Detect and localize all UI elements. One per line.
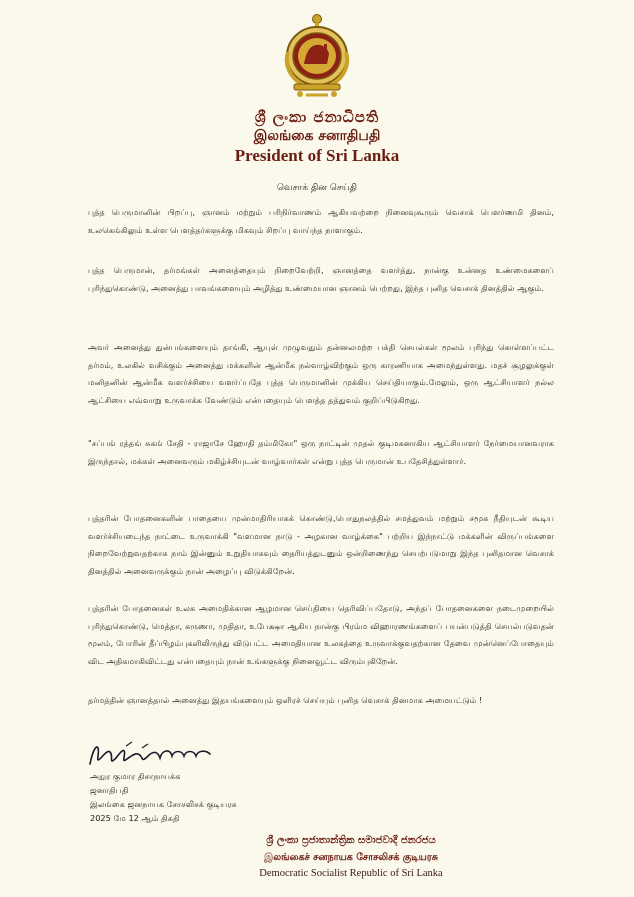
handwritten-signature-icon bbox=[86, 738, 216, 772]
footer-english: Democratic Socialist Republic of Sri Lanka bbox=[259, 868, 443, 879]
signer-name: அநுர குமார திசாநாயக்க bbox=[90, 771, 181, 781]
paragraph-6: புத்தரின் போதனைகள் உலக அமைதிக்கான ஆழமான செய்தியை தெரிவிப்பதோடு, அந்தப் போதனைகளை நடைமுறையில் புரிந்துகொண்டு, மெத்தா, கருணா, முதிதா, உபேக்ஷா ஆகிய நான்கு பிரம்ம விஹாரணங்களைப் பயன்படுத்தி செயல்படுவதன் மூலம், போரின் தீப்பிழம்புகளிலிருந்து விடுபட்ட அமைதியான உலகத்தை உருவாக்குவதற்கான தேவை முன்னெப்போதையும் விட அதிகமாகிவிட்டது என்பதையும் நான் உங்களுக்கு நினைவூட்ட விரும்புகிறேன். bbox=[88, 603, 554, 666]
header-english: President of Sri Lanka bbox=[234, 146, 400, 165]
signer-government: இலங்கை ஜனநாயக சோசலிசக் குடியரசு bbox=[90, 799, 237, 809]
paragraph-4: "சப்பங் ரத்தங் சுகங் சேதி - ராஜாசே ஹோதி தம்மிகோ" ஒரு நாட்டின் முதல் குடிமகனாகிய ஆட்சியாளர் நேர்மையானவராக இருந்தால், மக்கள் அனைவரும் மகிழ்ச்சியுடன் வாழ்வார்கள் என்று புத்த பெருமான் உபதேசித்துள்ளார். bbox=[88, 438, 554, 466]
header-tamil: இலங்கை சனாதிபதி bbox=[253, 128, 381, 144]
paragraph-3: அவர் அனைத்து துன்பங்களையும் தாங்கி, ஆயுள் முழுவதும் தன்னலமற்ற பக்தி செயல்கள் மூலம் புரிந்து கொள்ளப்பட்ட தர்மம், உலகில் வசிக்கும் அனைத்து மக்களின் ஆன்மீக நல்வாழ்விற்கும் ஒரு காரணியாக அமைந்துள்ளது. மதச் சூழலுக்குள் மனிதனின் ஆன்மீக வளர்ச்சியை வளர்ப்பதே புத்த பெருமானின் முக்கிய செய்தியாகும்.மேலும், ஒரு ஆட்சியாளர் நல்ல ஆட்சியை எவ்வாறு உருவாக்க வேண்டும் என்பதையும் பௌத்த தத்துவம் குறிப்பிடுகிறது. bbox=[88, 342, 554, 405]
letter-subject: வெசாக் தின செய்தி bbox=[277, 183, 357, 193]
footer-tamil: இலங்கைச் சனநாயக சோசலிசக் குடியரசு bbox=[264, 852, 438, 863]
paragraph-1: புத்த பெருமானின் பிறப்பு, ஞானம் மற்றும் பரிநிர்வாணம் ஆகியவற்றை நினைவுகூரும் வெசாக் பௌர்ணமி தினம், உலகெங்கிலும் உள்ள பௌத்தர்களுக்கு மிகவும் சிறப்பு வாய்ந்த நாளாகும். bbox=[88, 207, 554, 235]
header-sinhala: ශ්‍රී ලංකා ජනාධිපති bbox=[254, 108, 380, 126]
paragraph-2: புத்த பெருமான், தர்மங்கள் அனைத்தையும் நிறைவேற்றி, ஞானத்தை வளர்த்து, நான்கு உன்னத உண்மைகளைப் புரிந்துகொண்டு, அனைத்து பாவங்களையும் அழித்து உண்மையான ஞானம் பெற்றது, இந்த புனித வெசாக் தினத்தில் ஆகும். bbox=[88, 265, 554, 293]
footer-sinhala: ශ්‍රී ලංකා ප්‍රජාතාන්ත්‍රික සමාජවාදී ජනරජය bbox=[266, 835, 436, 846]
signer-title: ஜனாதிபதி bbox=[90, 785, 129, 795]
paragraph-7: தர்மத்தின் ஞானத்தால் அனைத்து இதயங்களையும் ஒளிரச் செய்யும் புனித வெசாக் தினமாக அமையட்டும் ! bbox=[88, 695, 483, 705]
paragraph-5: புத்தரின் போதனைகளின் பாதையை முன்மாதிரியாகக் கொண்டு,பொதுநலத்தில் சமத்துவம் மற்றும் சமூக நீதியுடன் கூடிய வளர்ச்சியடைந்த நாட்டை உருவாக்கி "வளமான நாடு - அழகான வாழ்க்கை" பற்றிய இந்நாட்டு மக்களின் விருப்பங்களை நிறைவேற்றுவதற்காக நாம் இன்னும் உறுதியாகவும் தைரியத்துடனும் ஒன்றிணைந்து செயற்படுமாறு இந்த புனிதமான வெசாக் தினத்தில் அனைவருக்கும் நான் அழைப்பு விடுக்கிறேன். bbox=[88, 513, 554, 576]
letter-date: 2025 மே 12 ஆம் திகதி bbox=[90, 813, 180, 823]
sri-lanka-emblem-icon bbox=[280, 12, 354, 100]
